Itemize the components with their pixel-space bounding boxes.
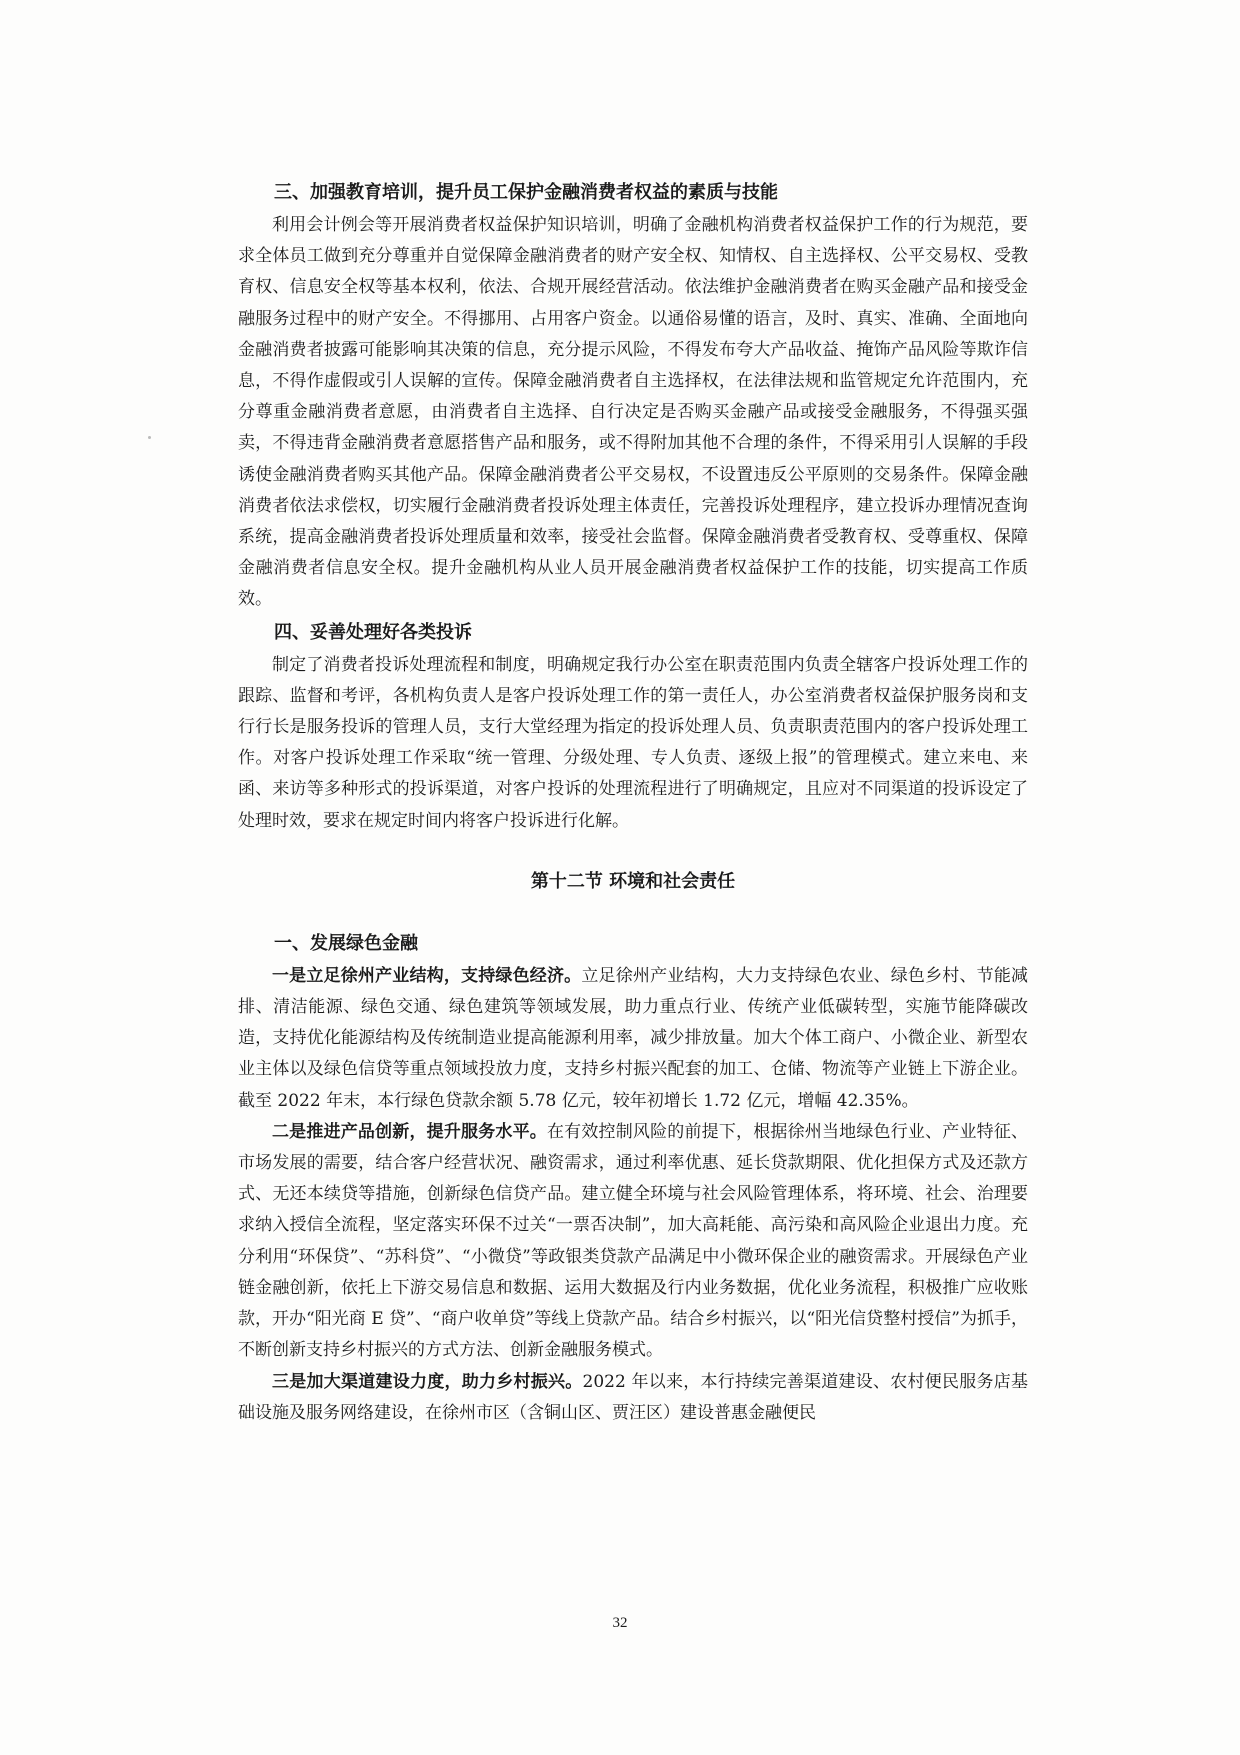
paragraph-text: 立足徐州产业结构，大力支持绿色农业、绿色乡村、节能减排、清洁能源、绿色交通、绿色建筑等领域发展，助力重点行业、传统产业低碳转型，实施节能降碳改造，支持优化能源结构及传统制造业提高能源利用率，减少排放量。加大个体工商户、小微企业、新型农业主体以及绿色信贷等重点领域投放力度，支持乡村振兴配套的加工、仓储、物流等产业链上下游企业。截至 2022 年末，本行绿色贷款余额 5.78 亿元，较年初增长 1.72 亿元，增幅 42.35%。 [238, 965, 1029, 1111]
paragraph-text: 在有效控制风险的前提下，根据徐州当地绿色行业、产业特征、市场发展的需要，结合客户经营状况、融资需求，通过利率优惠、延长贷款期限、优化担保方式及还款方式、无还本续贷等措施，创新绿色信贷产品。建立健全环境与社会风险管理体系，将环境、社会、治理要求纳入授信全流程，坚定落实环保不过关“一票否决制”，加大高耗能、高污染和高风险企业退出力度。充分利用“环保贷”、“苏科贷”、“小微贷”等政银类贷款产品满足中小微环保企业的融资需求。开展绿色产业链金融创新，依托上下游交易信息和数据、运用大数据及行内业务数据，优化业务流程，积极推广应收账款，开办“阳光商 E 贷”、“商户收单贷”等线上贷款产品。结合乡村振兴，以“阳光信贷整村授信”为抓手，不断创新支持乡村振兴的方式方法、创新金融服务模式。 [238, 1121, 1029, 1361]
paragraph-product-innovation [238, 1117, 1028, 1367]
paragraph-lead: 二是推进产品创新，提升服务水平。 [272, 1121, 547, 1142]
paragraph-lead: 三是加大渠道建设力度，助力乡村振兴。 [272, 1371, 583, 1392]
section-heading-complaints: 四、妥善处理好各类投诉 [274, 621, 472, 643]
paragraph-lead: 一是立足徐州产业结构，支持绿色经济。 [272, 965, 582, 986]
paragraph-education: 利用会计例会等开展消费者权益保护知识培训，明确了金融机构消费者权益保护工作的行为规范，要求全体员工做到充分尊重并自觉保障金融消费者的财产安全权、知情权、自主选择权、公平交易权、受教育权、信息安全权等基本权利，依法、合规开展经营活动。依法维护金融消费者在购买金融产品和接受金融服务过程中的财产安全。不得挪用、占用客户资金。以通俗易懂的语言，及时、真实、准确、全面地向金融消费者披露可能影响其决策的信息，充分提示风险，不得发布夸大产品收益、掩饰产品风险等欺诈信息，不得作虚假或引人误解的宣传。保障金融消费者自主选择权，在法律法规和监管规定允许范围内，充分尊重金融消费者意愿，由消费者自主选择、自行决定是否购买金融产品或接受金融服务，不得强买强卖，不得违背金融消费者意愿搭售产品和服务，或不得附加其他不合理的条件，不得采用引人误解的手段诱使金融消费者购买其他产品。保障金融消费者公平交易权，不设置违反公平原则的交易条件。保障金融消费者依法求偿权，切实履行金融消费者投诉处理主体责任，完善投诉处理程序，建立投诉办理情况查询系统，提高金融消费者投诉处理质量和效率，接受社会监督。保障金融消费者受教育权、受尊重权、保障金融消费者信息安全权。提升金融机构从业人员开展金融消费者权益保护工作的技能，切实提高工作质效。 [238, 215, 1028, 610]
paragraph-text: 2022 年以来，本行持续完善渠道建设、农村便民服务店基础设施及服务网络建设，在徐州市区（含铜山区、贾汪区）建设普惠金融便民 [238, 1371, 1029, 1423]
page-number: 32 [612, 1615, 628, 1631]
chapter-title: 第十二节 环境和社会责任 [530, 870, 736, 892]
page-content [238, 176, 1028, 1429]
paragraph-channel-building [238, 1367, 1028, 1429]
paragraph-green-economy [238, 961, 1028, 1117]
scan-artifact [148, 436, 151, 439]
section-heading-green-finance: 一、发展绿色金融 [274, 932, 418, 954]
paragraph-complaints: 制定了消费者投诉处理流程和制度，明确规定我行办公室在职责范围内负责全辖客户投诉处理工作的跟踪、监督和考评，各机构负责人是客户投诉处理工作的第一责任人，办公室消费者权益保护服务岗和支行行长是服务投诉的管理人员，支行大堂经理为指定的投诉处理人员、负责职责范围内的客户投诉处理工作。对客户投诉处理工作采取“统一管理、分级处理、专人负责、逐级上报”的管理模式。建立来电、来函、来访等多种形式的投诉渠道，对客户投诉的处理流程进行了明确规定，且应对不同渠道的投诉设定了处理时效，要求在规定时间内将客户投诉进行化解。 [238, 654, 1028, 831]
section-heading-education: 三、加强教育培训，提升员工保护金融消费者权益的素质与技能 [274, 182, 778, 203]
